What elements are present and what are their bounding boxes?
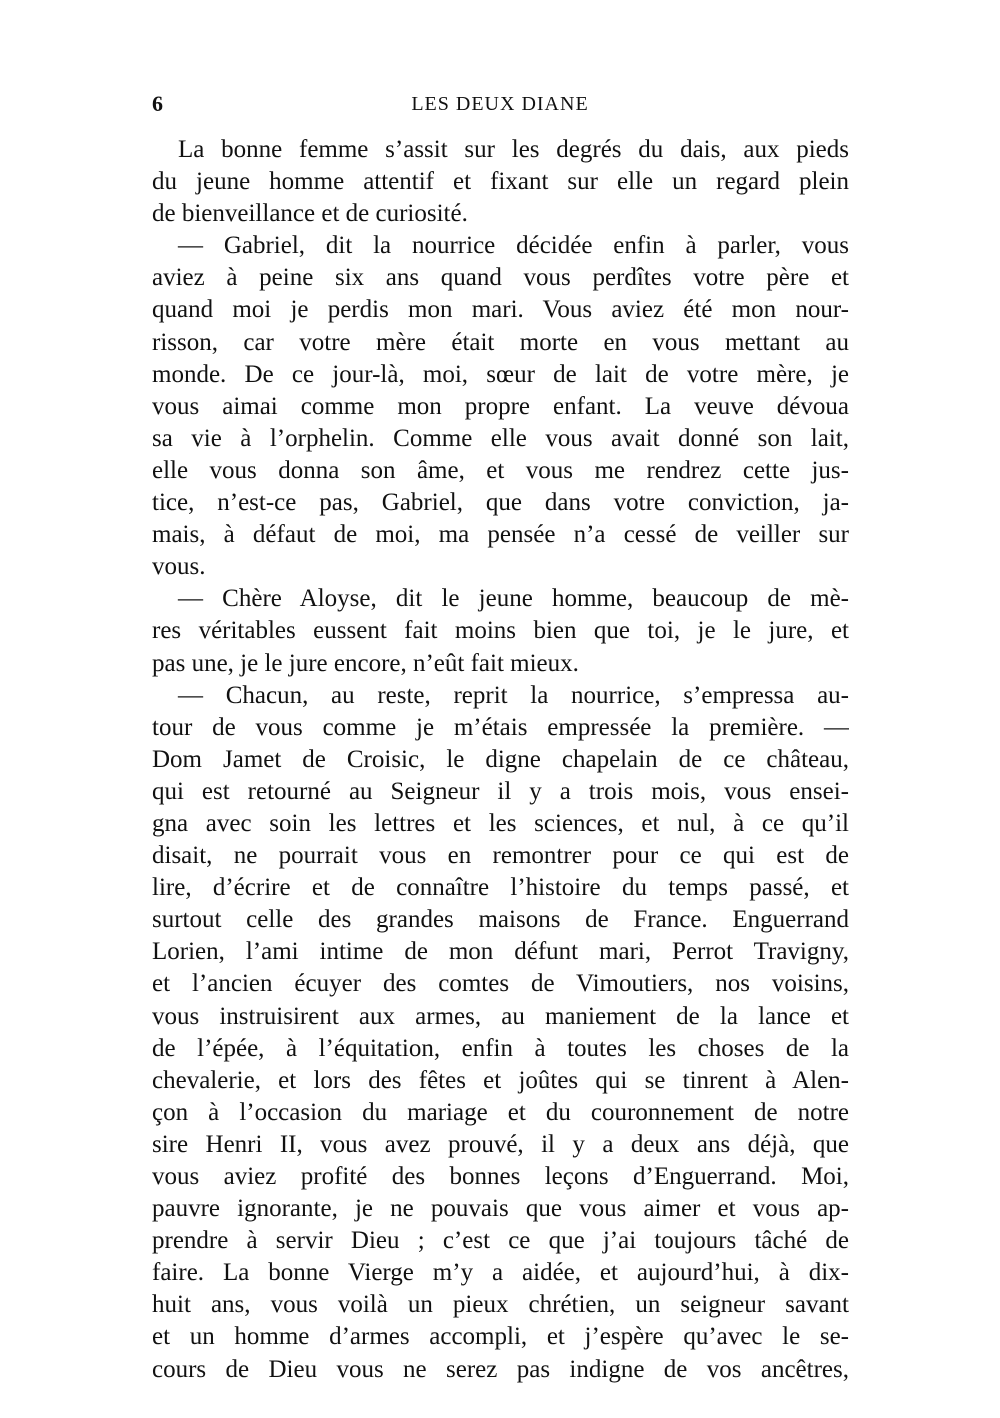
page-number: 6 [152, 91, 163, 116]
text-line: gna avec soin les lettres et les sciences, et nul, à ce qu’il [152, 809, 849, 837]
text-line: et un homme d’armes accompli, et j’espère qu’avec le se- [152, 1323, 849, 1351]
text-line: — Chère Aloyse, dit le jeune homme, beaucoup de mè- [178, 585, 849, 613]
text-line: tour de vous comme je m’étais empressée la première. — [152, 713, 849, 741]
text-line: mais, à défaut de moi, ma pensée n’a cessé de veiller sur [152, 521, 849, 549]
text-line: prendre à servir Dieu ; c’est ce que j’ai toujours tâché de [152, 1227, 849, 1255]
text-line: vous aimai comme mon propre enfant. La veuve dévoua [152, 392, 849, 420]
text-line: vous. [152, 553, 206, 581]
running-title: LES DEUX DIANE [411, 93, 589, 115]
text-line: lire, d’écrire et de connaître l’histoire du temps passé, et [152, 874, 849, 902]
text-line: risson, car votre mère était morte en vous mettant au [152, 328, 849, 356]
text-line: res véritables eussent fait moins bien que toi, je le jure, et [152, 617, 849, 645]
text-line: pauvre ignorante, je ne pouvais que vous aimer et vous ap- [152, 1195, 849, 1223]
page-header [150, 88, 850, 120]
text-line: tice, n’est-ce pas, Gabriel, que dans votre conviction, ja- [152, 489, 849, 517]
text-line: sa vie à l’orphelin. Comme elle vous avait donné son lait, [152, 424, 849, 452]
text-line: surtout celle des grandes maisons de France. Enguerrand [152, 906, 849, 934]
text-line: cours de Dieu vous ne serez pas indigne de vos ancêtres, [152, 1355, 849, 1383]
text-line: sire Henri II, vous avez prouvé, il y a deux ans déjà, que [152, 1130, 849, 1158]
text-line: monde. De ce jour-là, moi, sœur de lait de votre mère, je [152, 360, 849, 388]
text-line: — Chacun, au reste, reprit la nourrice, s’empressa au- [178, 681, 849, 709]
text-line: Dom Jamet de Croisic, le digne chapelain de ce château, [152, 745, 849, 773]
text-line: çon à l’occasion du mariage et du couronnement de notre [152, 1098, 849, 1126]
text-line: de l’épée, à l’équitation, enfin à toutes les choses de la [152, 1034, 849, 1062]
text-line: vous instruisirent aux armes, au maniement de la lance et [152, 1002, 849, 1030]
text-line: et l’ancien écuyer des comtes de Vimoutiers, nos voisins, [152, 970, 849, 998]
text-line: chevalerie, et lors des fêtes et joûtes qui se tinrent à Alen- [152, 1066, 849, 1094]
text-line: du jeune homme attentif et fixant sur elle un regard plein [152, 168, 849, 196]
text-line: disait, ne pourrait vous en remontrer pour ce qui est de [152, 842, 849, 870]
text-line: de bienveillance et de curiosité. [152, 200, 468, 228]
text-line: elle vous donna son âme, et vous me rendrez cette jus- [152, 456, 849, 484]
body-text [152, 134, 849, 1386]
text-line: Lorien, l’ami intime de mon défunt mari, Perrot Travigny, [152, 938, 849, 966]
text-line: huit ans, vous voilà un pieux chrétien, un seigneur savant [152, 1291, 849, 1319]
text-line: qui est retourné au Seigneur il y a trois mois, vous ensei- [152, 777, 849, 805]
text-line: quand moi je perdis mon mari. Vous aviez été mon nour- [152, 296, 849, 324]
text-line: faire. La bonne Vierge m’y a aidée, et aujourd’hui, à dix- [152, 1259, 849, 1287]
text-line: La bonne femme s’assit sur les degrés du dais, aux pieds [178, 136, 849, 163]
text-line: vous aviez profité des bonnes leçons d’Enguerrand. Moi, [152, 1163, 849, 1190]
text-line: — Gabriel, dit la nourrice décidée enfin à parler, vous [178, 232, 849, 260]
text-line: aviez à peine six ans quand vous perdîtes votre père et [152, 264, 849, 292]
text-line: pas une, je le jure encore, n’eût fait mieux. [152, 649, 579, 677]
